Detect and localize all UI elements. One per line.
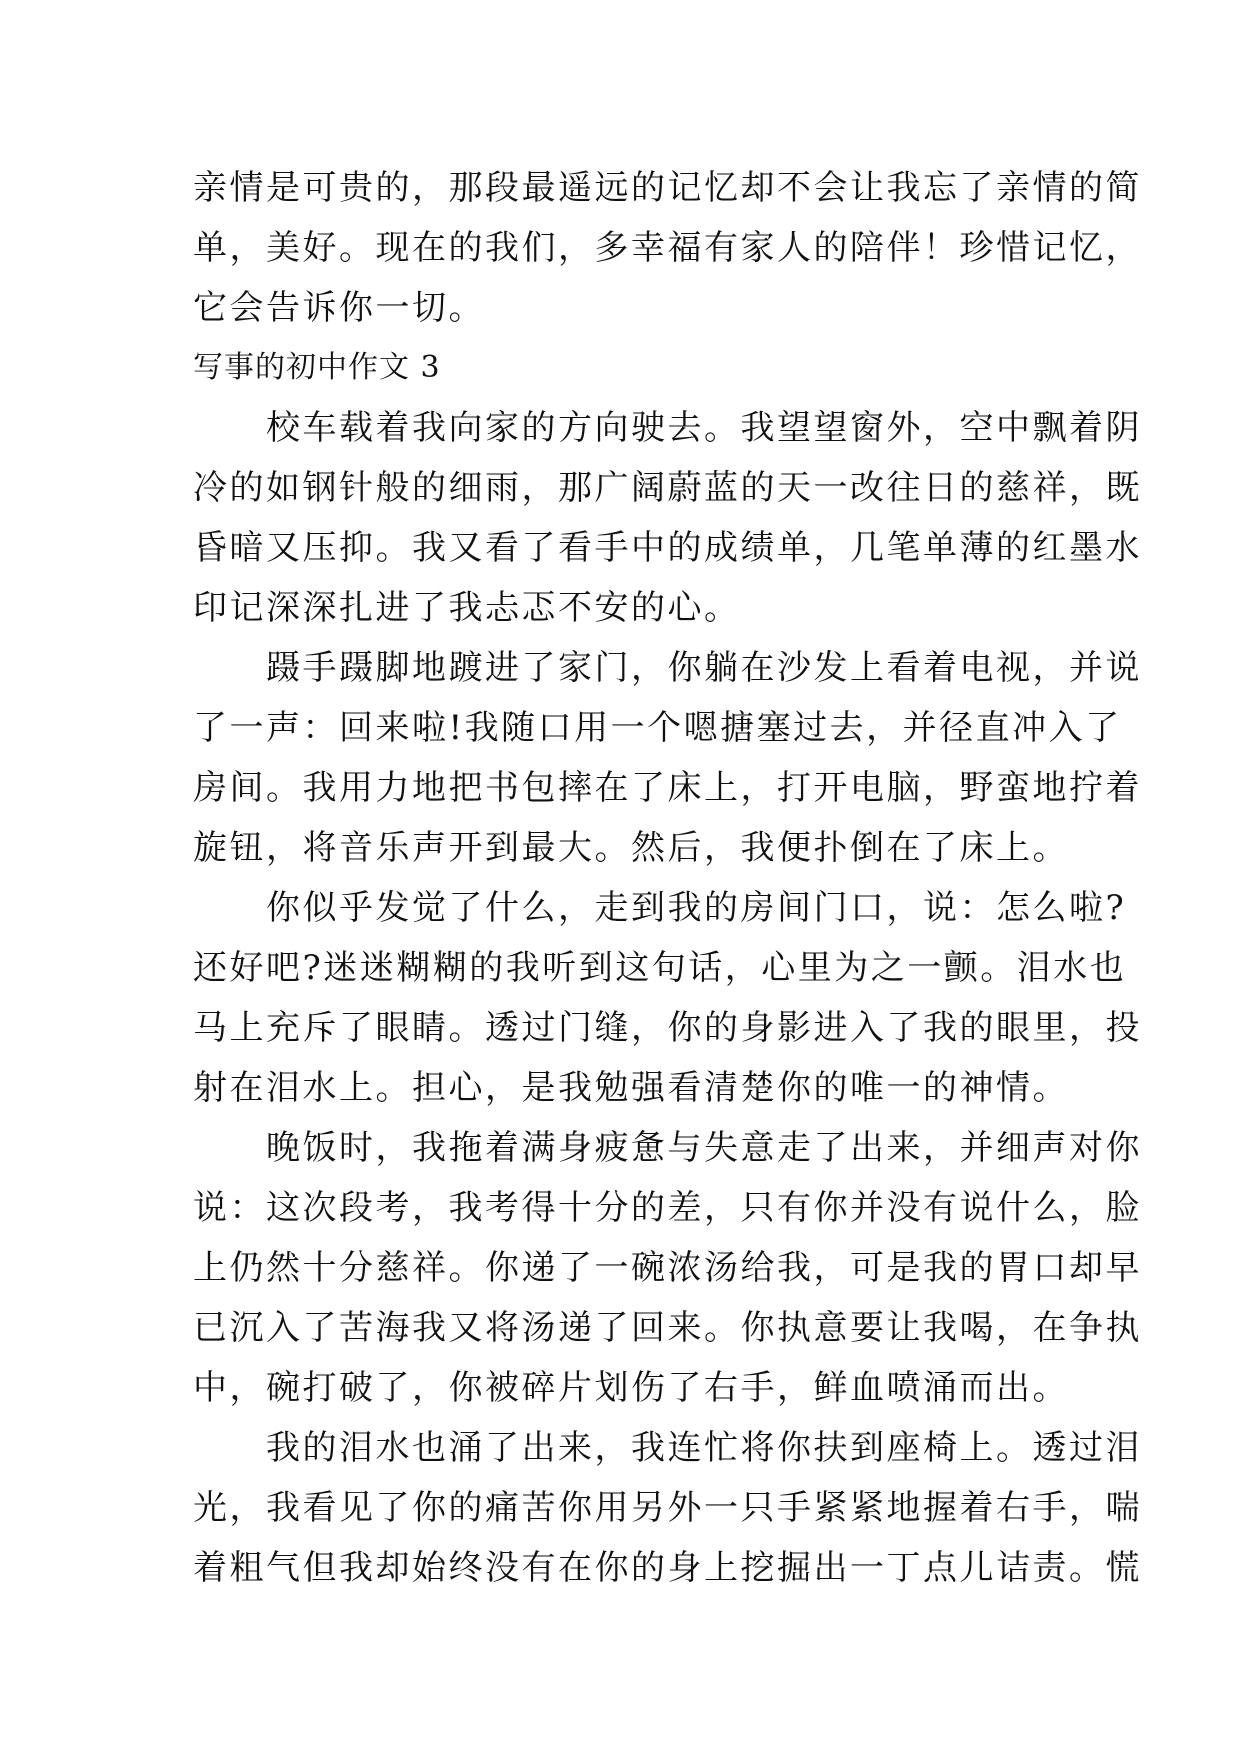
paragraph (193, 1118, 1142, 1418)
paragraph-line: 已沉入了苦海我又将汤递了回来。你执意要让我喝，在争执 (193, 1308, 1142, 1348)
paragraph-line: 还好吧?迷迷糊糊的我听到这句话，心里为之一颤。泪水也 (193, 948, 1127, 988)
paragraph-line: 射在泪水上。担心，是我勉强看清楚你的唯一的神情。 (193, 1068, 1069, 1108)
paragraph-line: 你似乎发觉了什么，走到我的房间门口，说：怎么啦? (193, 888, 1127, 928)
paragraph-line: 旋钮，将音乐声开到最大。然后，我便扑倒在了床上。 (193, 828, 1069, 868)
paragraph-line: 晚饭时，我拖着满身疲惫与失意走了出来，并细声对你 (193, 1128, 1142, 1168)
intro-line: 单，美好。现在的我们，多幸福有家人的陪伴！珍惜记忆， (193, 228, 1142, 268)
paragraph-line: 说：这次段考，我考得十分的差，只有你并没有说什么，脸 (193, 1188, 1142, 1228)
intro-line: 它会告诉你一切。 (193, 288, 485, 328)
section-title: 写事的初中作文 3 (193, 350, 441, 385)
paragraph-line: 房间。我用力地把书包摔在了床上，打开电脑，野蛮地拧着 (193, 768, 1142, 808)
paragraph-line: 印记深深扎进了我忐忑不安的心。 (193, 588, 741, 628)
paragraph-line: 上仍然十分慈祥。你递了一碗浓汤给我，可是我的胃口却早 (193, 1248, 1142, 1288)
paragraph-line: 中，碗打破了，你被碎片划伤了右手，鲜血喷涌而出。 (193, 1368, 1069, 1408)
paragraph (193, 878, 1142, 1118)
document-body (193, 158, 1142, 1598)
paragraph-line: 了一声：回来啦!我随口用一个嗯搪塞过去，并径直冲入了 (193, 708, 1122, 748)
paragraph (193, 1418, 1142, 1598)
intro-line: 亲情是可贵的，那段最遥远的记忆却不会让我忘了亲情的简 (193, 168, 1142, 208)
paragraph-line: 校车载着我向家的方向驶去。我望望窗外，空中飘着阴 (193, 408, 1142, 448)
paragraph-line: 马上充斥了眼睛。透过门缝，你的身影进入了我的眼里，投 (193, 1008, 1142, 1048)
paragraph-line: 蹑手蹑脚地踱进了家门，你躺在沙发上看着电视，并说 (193, 648, 1142, 688)
paragraph-line: 冷的如钢针般的细雨，那广阔蔚蓝的天一改往日的慈祥，既 (193, 468, 1142, 508)
paragraph-line: 光，我看见了你的痛苦你用另外一只手紧紧地握着右手，喘 (193, 1488, 1142, 1528)
paragraph (193, 638, 1142, 878)
paragraph-line: 我的泪水也涌了出来，我连忙将你扶到座椅上。透过泪 (193, 1428, 1142, 1468)
paragraph-line: 昏暗又压抑。我又看了看手中的成绩单，几笔单薄的红墨水 (193, 528, 1142, 568)
paragraph (193, 398, 1142, 638)
paragraph-line: 着粗气但我却始终没有在你的身上挖掘出一丁点儿诘责。慌 (193, 1548, 1142, 1588)
